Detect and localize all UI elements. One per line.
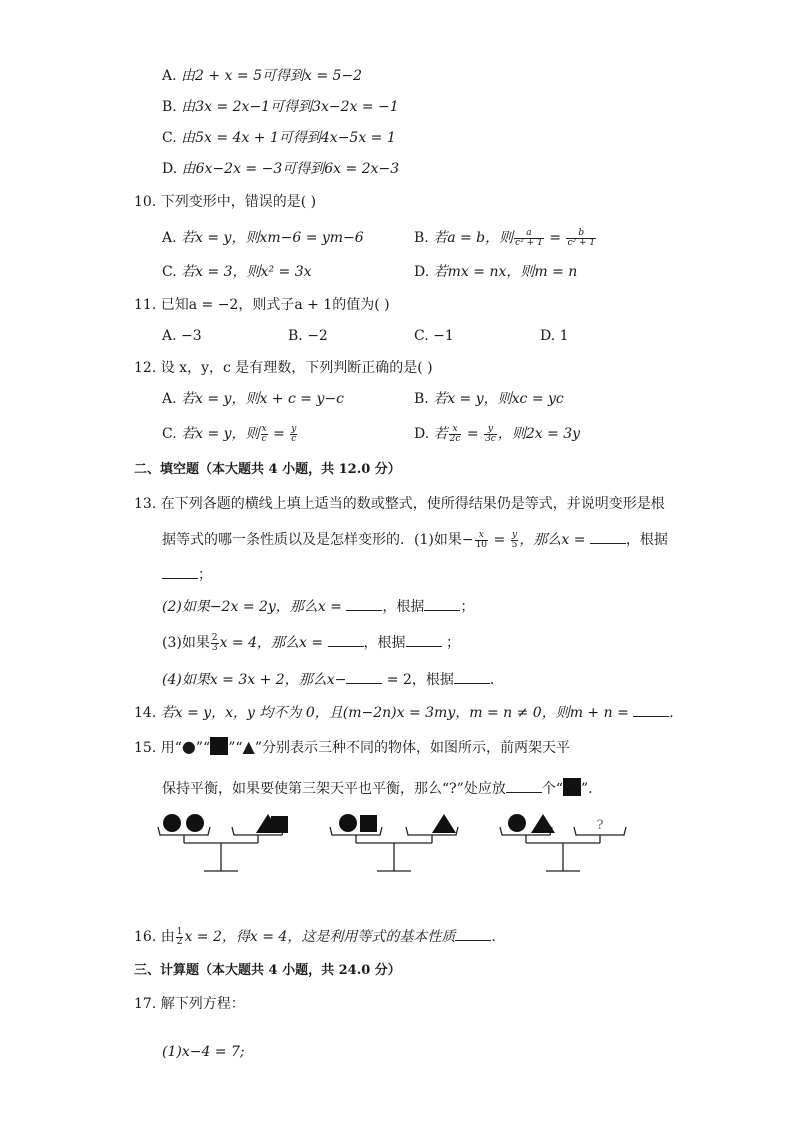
- q9-option-d: D. 由6x−2x = −3可得到6x = 2x−3: [162, 161, 400, 177]
- q9-option-c: C. 由5x = 4x + 1可得到4x−5x = 1: [162, 130, 396, 146]
- q17-part1: (1)x−4 = 7;: [162, 1044, 245, 1060]
- q11-option-d: D. 1: [540, 328, 569, 344]
- balance-scale-2: [330, 827, 458, 871]
- fraction: $\frac{b}{\text{c² + 1}}$: [567, 227, 596, 248]
- triangle-icon: ▲: [242, 737, 255, 756]
- circle-icon: ●: [181, 737, 196, 756]
- q16-stem: 16. 由 $\frac{1}{2}$ x = 2，得x = 4，这是利用等式的基本性质 ．: [134, 926, 506, 947]
- q9-option-b: B. 由3x = 2x−1可得到3x−2x = −1: [162, 99, 399, 115]
- q10-option-c: C. 若x = 3，则x² = 3x: [162, 264, 312, 280]
- balance-scale-3: [500, 827, 626, 871]
- q13-line3: ；: [162, 564, 212, 585]
- answer-blank[interactable]: [346, 669, 382, 684]
- circle-icon: [186, 814, 204, 832]
- q11-option-b: B. −2: [288, 328, 328, 344]
- q11-option-a: A. −3: [162, 328, 202, 344]
- question-mark-label: ?: [596, 818, 604, 833]
- balance-scales-figure: [150, 805, 650, 877]
- q13-part3: (3)如果 $\frac{2}{3}$ x = 4，那么x = ，根据 ；: [162, 632, 460, 653]
- fraction: $\frac{y}{5}$: [511, 529, 518, 550]
- answer-blank[interactable]: [455, 926, 491, 941]
- q12-stem: 12. 设 x，y，c 是有理数，下列判断正确的是( ): [134, 360, 433, 376]
- fraction: $\frac{y}{3c}$: [485, 423, 496, 444]
- q11-stem: 11. 已知a = −2，则式子a + 1的值为( ): [134, 297, 390, 313]
- fraction: $\frac{x}{10}$: [475, 529, 488, 550]
- section-heading-fill-in: 二、填空题（本大题共 4 小题，共 12.0 分）: [134, 462, 401, 477]
- answer-blank[interactable]: [454, 669, 490, 684]
- fraction: $\frac{1}{2}$: [176, 926, 183, 947]
- fraction: $\frac{x}{2c}$: [449, 423, 461, 444]
- square-icon: [360, 815, 377, 832]
- q9-option-a: A. 由2 + x = 5可得到x = 5−2: [162, 68, 363, 84]
- q11-option-c: C. −1: [414, 328, 454, 344]
- q13-line1: 13. 在下列各题的横线上填上适当的数或整式，使所得结果仍是等式，并说明变形是根: [134, 496, 665, 512]
- square-icon: [271, 816, 288, 833]
- answer-blank[interactable]: [424, 596, 460, 611]
- q10-option-d: D. 若mx = nx，则m = n: [414, 264, 578, 280]
- q12-option-d: D. 若 $\frac{x}{2c}$ = $\frac{y}{3c}$ ，则2x = 3y: [414, 423, 581, 444]
- q13-line2: 据等式的哪一条性质以及是怎样变形的．(1)如果− $\frac{x}{10}$ = $\frac{y}{5}$ ，那么x = ，根据: [162, 529, 668, 550]
- q14-stem: 14. 若x = y，x，y 均不为 0，且(m−2n)x = 3my，m = n ≠ 0，则m + n = ．: [134, 702, 683, 723]
- fraction: $\frac{x}{c}$: [261, 423, 267, 444]
- circle-icon: [163, 814, 181, 832]
- q15-line2: 保持平衡，如果要使第三架天平也平衡，那么“?”处应放 个“ ”．: [162, 778, 602, 799]
- square-icon: [210, 737, 228, 755]
- q12-option-b: B. 若x = y，则xc = yc: [414, 391, 564, 407]
- q10-option-b: B. 若a = b，则 $\frac{a}{\text{c² + 1}}$ = $\frac{b}{\text{c² + 1}}$: [414, 227, 596, 248]
- answer-blank[interactable]: [346, 596, 382, 611]
- balance-scale-1: [158, 827, 284, 871]
- fraction: $\frac{2}{3}$: [211, 632, 218, 653]
- fraction: $\frac{y}{c}$: [291, 423, 297, 444]
- answer-blank[interactable]: [406, 632, 442, 647]
- q13-part2: (2)如果−2x = 2y，那么x = ，根据 ；: [162, 596, 474, 617]
- answer-blank[interactable]: [162, 564, 198, 579]
- q12-option-a: A. 若x = y，则x + c = y−c: [162, 391, 344, 407]
- section-heading-calculation: 三、计算题（本大题共 4 小题，共 24.0 分）: [134, 963, 401, 978]
- q10-stem: 10. 下列变形中，错误的是( ): [134, 194, 317, 210]
- q13-part4: (4)如果x = 3x + 2，那么x− = 2，根据 ．: [162, 669, 504, 690]
- circle-icon: [339, 814, 357, 832]
- q17-stem: 17. 解下列方程：: [134, 996, 245, 1012]
- triangle-icon: [432, 814, 456, 833]
- answer-blank[interactable]: [506, 778, 542, 793]
- fraction: $\frac{a}{\text{c² + 1}}$: [515, 227, 543, 248]
- answer-blank[interactable]: [590, 529, 626, 544]
- answer-blank[interactable]: [328, 632, 364, 647]
- circle-icon: [508, 814, 526, 832]
- square-icon: [563, 778, 581, 796]
- triangle-icon: [531, 814, 555, 833]
- q12-option-c: C. 若x = y，则 $\frac{x}{c}$ = $\frac{y}{c}$: [162, 423, 297, 444]
- q15-line1: 15. 用“●”“ ”“▲”分别表示三种不同的物体，如图所示，前两架天平: [134, 737, 570, 756]
- answer-blank[interactable]: [633, 702, 669, 717]
- q10-option-a: A. 若x = y，则xm−6 = ym−6: [162, 230, 364, 246]
